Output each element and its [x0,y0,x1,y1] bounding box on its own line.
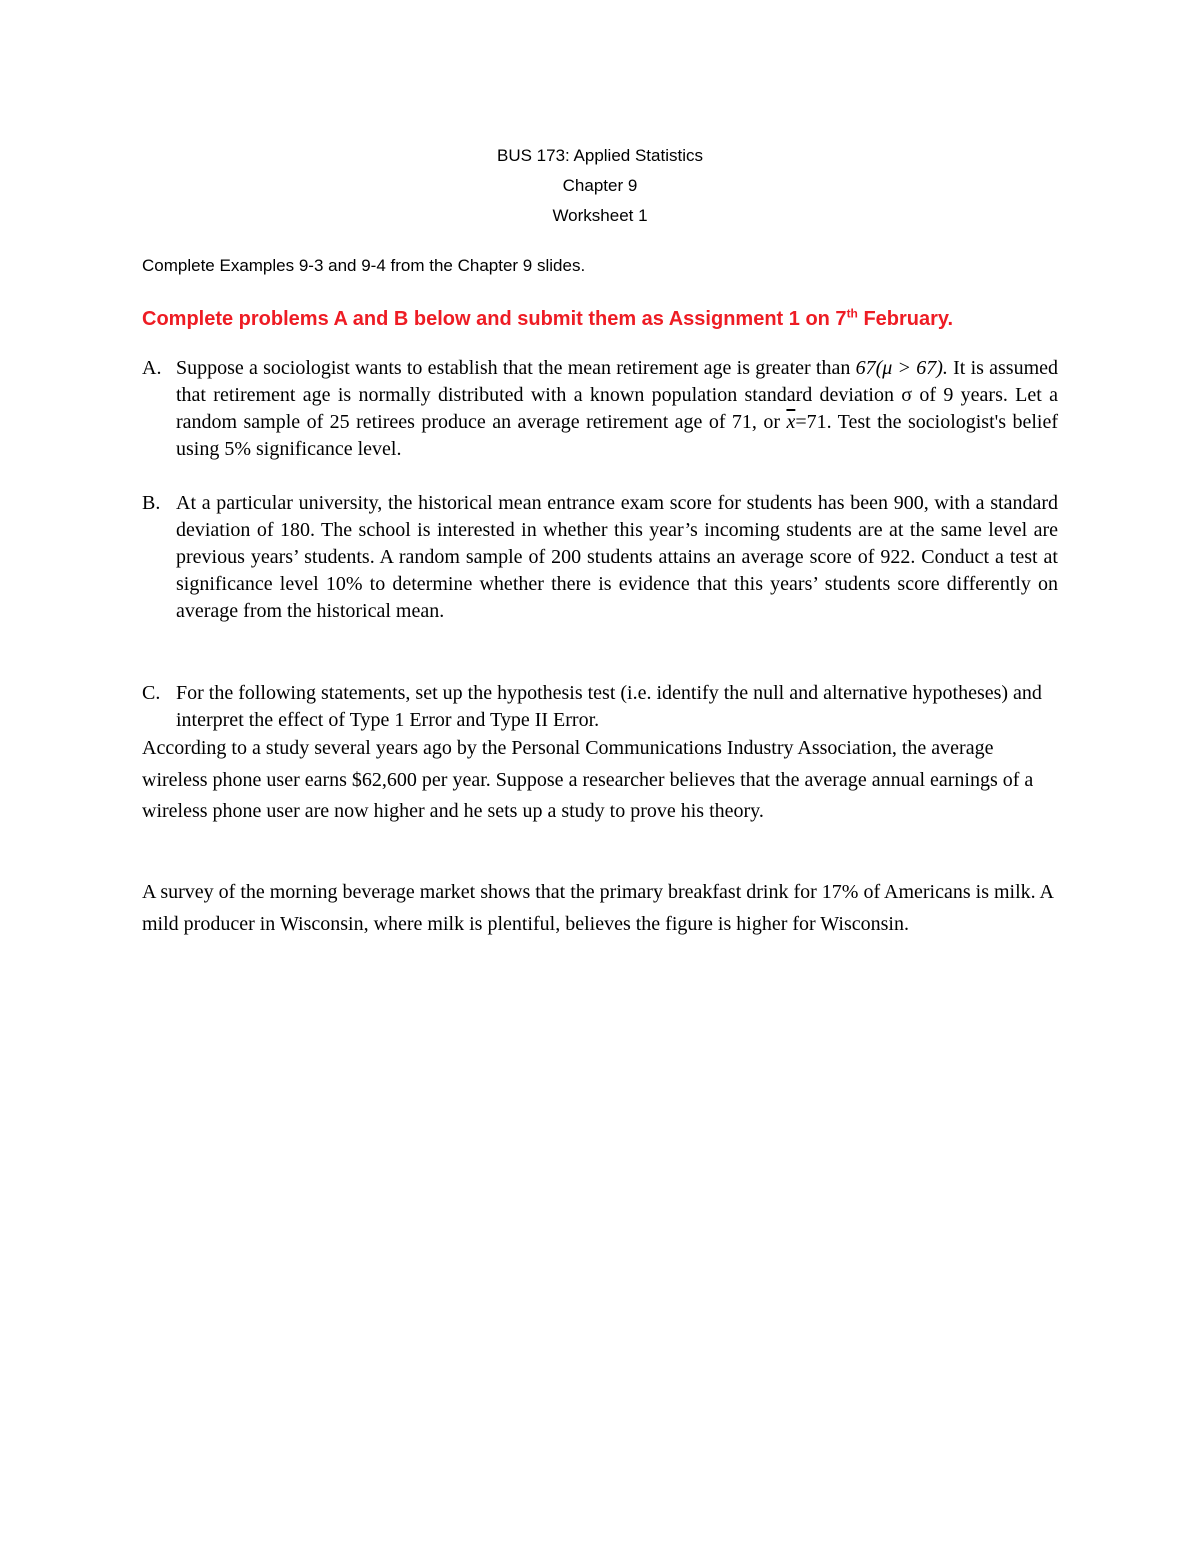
course-title: BUS 173: Applied Statistics [496,146,703,165]
worksheet-title: Worksheet 1 [552,206,648,225]
assignment-text-start: Complete problems A and B below and submit them as Assignment 1 on 7 [142,308,847,330]
statement-wireless: According to a study several years ago by the Personal Communications Industry Association, the average wireless phone user earns $62,600 per year. Suppose a researcher believes that the average annual earnings of a wireless phone user are now higher and he sets up a study to prove his theory. [142,737,1034,822]
problem-c-text: For the following statements, set up the hypothesis test (i.e. identify the null and alternative hypotheses) and interpret the effect of Type 1 Error and Type II Error. [176,682,1042,731]
chapter-title: Chapter 9 [562,176,638,195]
problem-a-text-1: Suppose a sociologist wants to establish that the mean retirement age is greater than [176,357,856,379]
statement-milk: A survey of the morning beverage market shows that the primary breakfast drink for 17% of Americans is milk. A mild producer in Wisconsin, where milk is plentiful, believes the figure is higher for Wisconsin. [142,881,1053,935]
problem-a-hypothesis-math: 67(μ > 67). [855,357,948,379]
problem-b-letter: B. [142,492,161,514]
problem-c [142,680,1058,734]
problem-c-letter: C. [142,682,161,704]
problem-b-text: At a particular university, the historical mean entrance exam score for students has been 900, with a standard deviation of 180. The school is interested in whether this year’s incoming students are at the same level are previous years’ students. A random sample of 200 students attains an average score of 922. Conduct a test at significance level 10% to determine whether there is evidence that this years’ students score differently on average from the historical mean. [176,492,1058,622]
sample-mean-symbol: $\overline{x}$ [786,411,796,433]
problem-a-text-2: It is assumed that retirement age is normally distributed with a known population standard deviation σ of 9 years. Let a random sample of 25 retirees produce an average retirement age of 71, or [176,357,1059,433]
sample-mean-value: =71 [795,411,827,433]
problem-a [142,355,1058,463]
problem-a-text-3: . Test the sociologist's belief using 5% significance level. [176,411,1058,460]
problem-b [142,490,1058,625]
problem-a-text [176,355,1058,463]
assignment-text-end: February. [857,308,954,330]
problem-a-letter: A. [142,357,162,379]
examples-instruction: Complete Examples 9-3 and 9-4 from the Chapter 9 slides. [142,256,586,275]
assignment-instruction [142,306,953,332]
assignment-ordinal-suffix: th [846,306,858,321]
